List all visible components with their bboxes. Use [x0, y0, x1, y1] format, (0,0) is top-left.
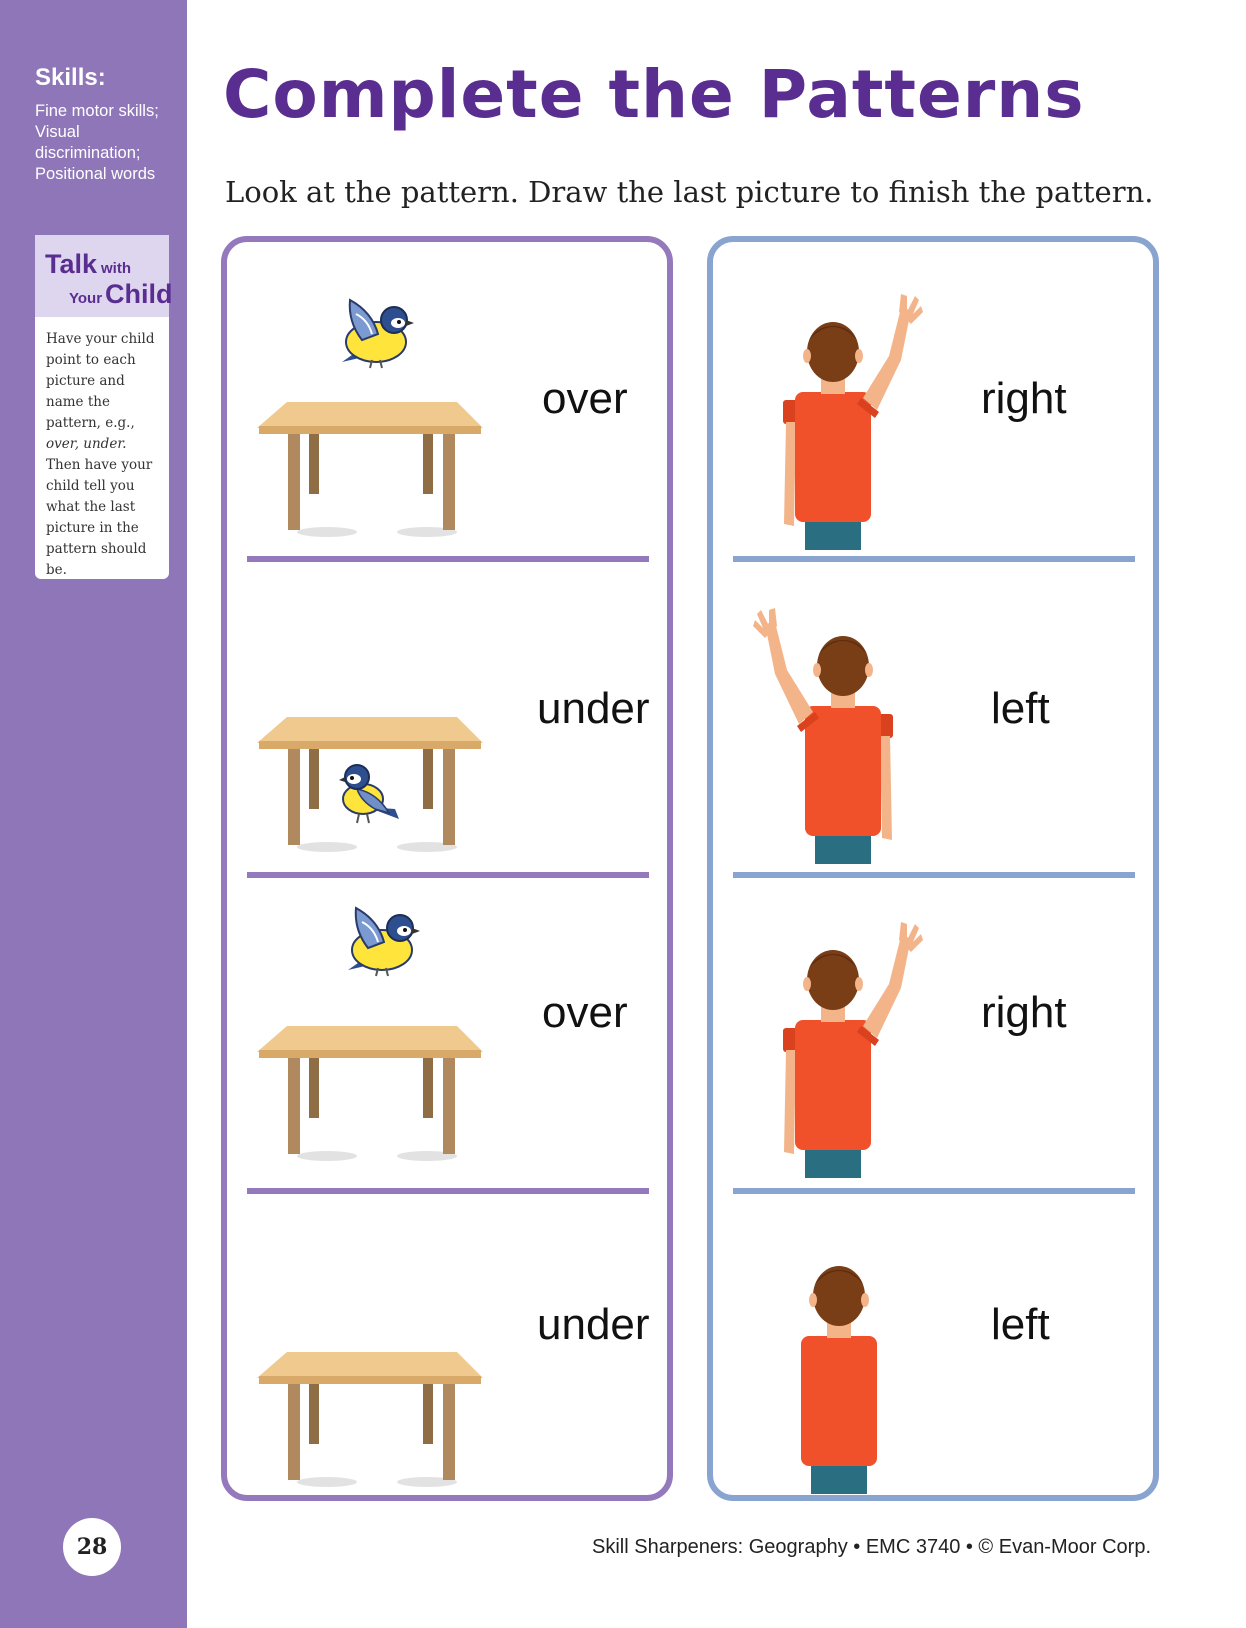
pattern-word: over [542, 988, 628, 1037]
page-title: Complete the Patterns [223, 56, 1085, 133]
pattern-row [227, 562, 667, 872]
talk-with-your-child-logo [43, 245, 173, 309]
left-pattern-panel [221, 236, 673, 1501]
pattern-word: right [981, 988, 1067, 1037]
talk-text-before: Have your child point to each picture and name the pattern, e.g., [46, 331, 155, 431]
boy-left-arm-raised-icon [733, 594, 923, 870]
talk-with-your-child-text [35, 317, 169, 581]
pattern-row [713, 878, 1153, 1188]
pattern-row [227, 1194, 667, 1494]
talk-text-after: Then have your child tell you what the last picture in the pattern should be. [46, 457, 153, 578]
instruction-text: Look at the pattern. Draw the last picture to finish the pattern. [225, 175, 1154, 209]
bird-icon [332, 290, 422, 372]
pattern-row [713, 242, 1153, 556]
boy-right-arm-raised-icon [773, 280, 953, 556]
pattern-word: left [991, 684, 1050, 733]
talk-text-example: over, under. [46, 436, 127, 452]
page-number-badge [63, 1518, 121, 1576]
talk-with-your-child-header [35, 235, 173, 317]
boy-no-arms-icon [789, 1244, 889, 1494]
svg-text:Your: Your [69, 290, 103, 307]
pattern-word: over [542, 374, 628, 423]
page-number: 28 [76, 1534, 108, 1560]
pattern-row [713, 562, 1153, 872]
pattern-word: left [991, 1300, 1050, 1349]
table-icon [257, 402, 487, 540]
pattern-word: right [981, 374, 1067, 423]
talk-with-your-child-box [35, 235, 173, 579]
footer-credit: Skill Sharpeners: Geography • EMC 3740 • © Evan-Moor Corp. [592, 1536, 1151, 1558]
pattern-row [713, 1194, 1153, 1494]
svg-text:with: with [101, 260, 131, 277]
table-icon [257, 1026, 487, 1164]
pattern-word: under [537, 684, 650, 733]
pattern-row [227, 878, 667, 1188]
bird-icon [338, 898, 428, 980]
sidebar [0, 0, 187, 1628]
svg-text:Talk: Talk [45, 249, 98, 279]
bird-icon [337, 759, 407, 829]
pattern-word: under [537, 1300, 650, 1349]
table-icon [257, 1352, 487, 1490]
boy-right-arm-raised-icon [773, 908, 953, 1184]
pattern-row [227, 242, 667, 556]
skills-heading: Skills: [35, 64, 106, 91]
right-pattern-panel [707, 236, 1159, 1501]
svg-text:Child: Child [105, 279, 173, 309]
skills-text: Fine motor skills; Visual discrimination; Positional words [35, 102, 159, 183]
